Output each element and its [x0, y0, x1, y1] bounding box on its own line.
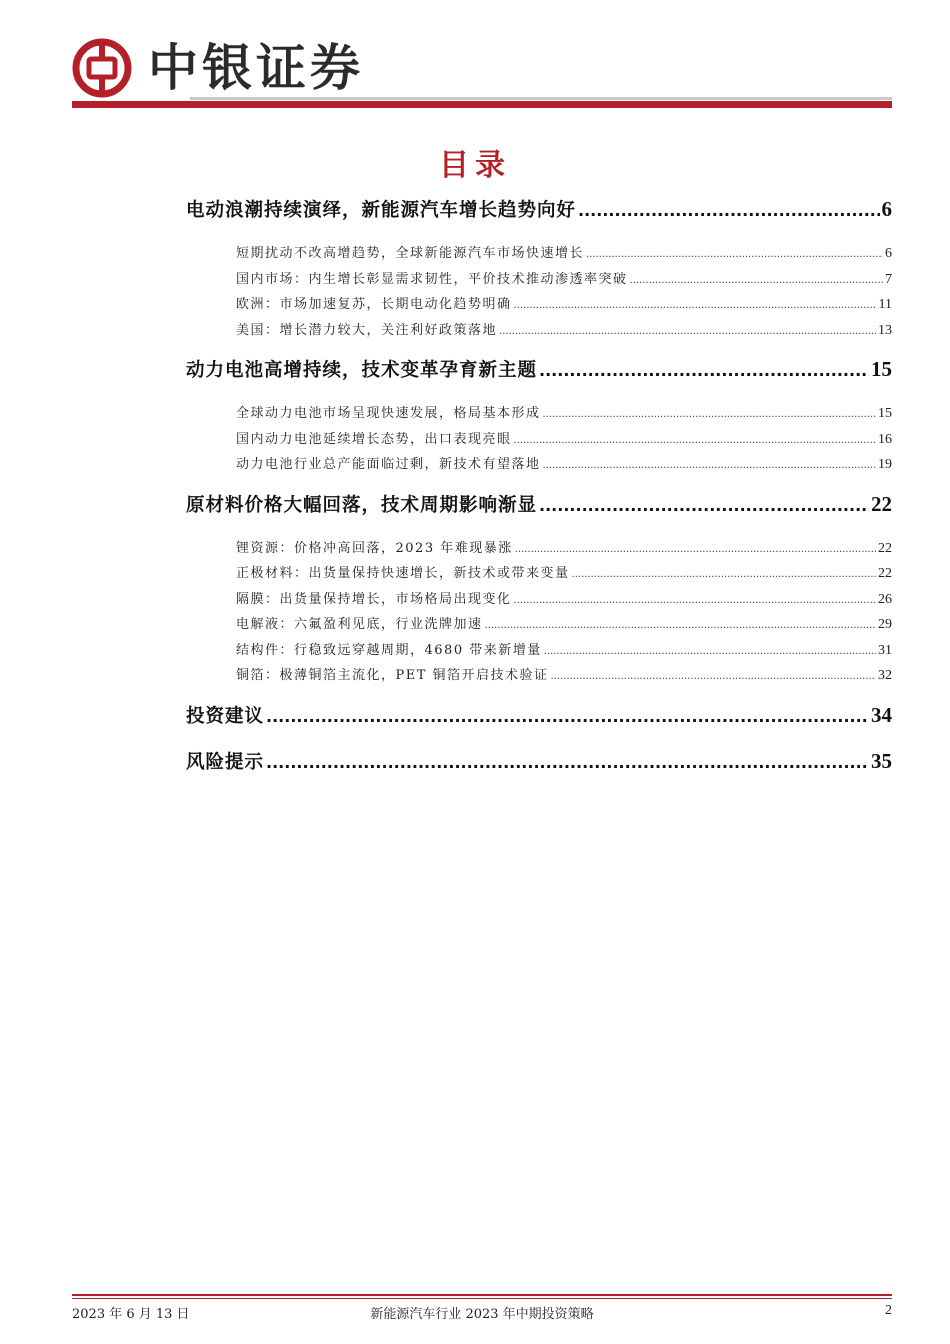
toc-page-number: 19: [878, 457, 892, 472]
toc-page-number: 29: [878, 617, 892, 632]
toc-item[interactable]: [236, 268, 892, 294]
toc-section-2[interactable]: [186, 356, 892, 402]
footer-page-number: 2: [885, 1303, 892, 1318]
toc-page-number: 22: [878, 540, 892, 556]
toc-item[interactable]: [236, 319, 892, 345]
toc-item[interactable]: [236, 428, 892, 454]
toc-leader: [499, 326, 876, 337]
toc-item[interactable]: [236, 664, 892, 690]
toc-item-label: 全球动力电池市场呈现快速发展，格局基本形成: [236, 406, 541, 421]
toc-item-label: 国内市场：内生增长彰显需求韧性，平价技术推动渗透率突破: [236, 271, 628, 287]
toc-page-number: 7: [885, 271, 892, 287]
toc-page-number: 35: [871, 748, 892, 773]
toc-leader: [544, 646, 876, 657]
toc-page-number: 26: [878, 591, 892, 607]
toc-page-number: 6: [881, 197, 892, 221]
toc-leader: [578, 201, 879, 220]
toc-leader: [551, 671, 876, 682]
toc-leader: [515, 544, 876, 555]
toc-item-label: 铜箔：极薄铜箔主流化，PET 铜箔开启技术验证: [236, 668, 549, 683]
toc-page-number: 16: [878, 431, 892, 447]
toc-page-number: 15: [878, 406, 892, 421]
toc-leader: [514, 435, 876, 446]
toc-section-label: 原材料价格大幅回落，技术周期影响渐显: [186, 494, 538, 516]
toc-item[interactable]: [236, 402, 892, 428]
table-of-contents: [186, 196, 892, 794]
toc-item-label: 结构件：行稳致远穿越周期，4680 带来新增量: [236, 642, 542, 658]
toc-section-4[interactable]: [186, 702, 892, 748]
header-rule-grey: [190, 97, 892, 100]
toc-section-label: 投资建议: [186, 705, 265, 727]
toc-section-3[interactable]: [186, 491, 892, 537]
toc-item-label: 隔膜：出货量保持增长，市场格局出现变化: [236, 591, 512, 607]
toc-leader: [572, 569, 876, 580]
toc-page-number: 15: [871, 357, 892, 381]
toc-item-label: 短期扰动不改高增趋势，全球新能源汽车市场快速增长: [236, 246, 585, 261]
toc-section-label: 风险提示: [186, 751, 265, 773]
toc-item[interactable]: [236, 613, 892, 639]
toc-item-label: 动力电池行业总产能面临过剩，新技术有望落地: [236, 457, 541, 472]
toc-item[interactable]: [236, 293, 892, 319]
toc-section-label: 动力电池高增持续，技术变革孕育新主题: [186, 360, 538, 381]
toc-item-label: 欧洲：市场加速复苏，长期电动化趋势明确: [236, 297, 512, 312]
brand-name: 中银证券: [148, 39, 364, 97]
toc-leader: [514, 300, 877, 311]
header-rule: [72, 101, 892, 108]
toc-page-number: 31: [878, 642, 892, 658]
toc-leader: [586, 249, 883, 260]
toc-leader: [539, 361, 869, 380]
toc-item[interactable]: [236, 453, 892, 479]
toc-section-label: 电动浪潮持续演绎，新能源汽车增长趋势向好: [186, 200, 577, 221]
toc-page-number: 6: [885, 246, 892, 261]
toc-page-number: 11: [878, 297, 892, 312]
toc-leader: [543, 409, 876, 420]
footer-date: 2023 年 6 月 13 日: [72, 1307, 190, 1322]
toc-leader: [266, 707, 869, 726]
toc-item[interactable]: [236, 562, 892, 588]
toc-section-5[interactable]: [186, 748, 892, 794]
toc-leader: [485, 620, 876, 631]
toc-page-number: 32: [878, 668, 892, 683]
toc-item[interactable]: [236, 588, 892, 614]
footer-rule: [72, 1294, 892, 1296]
toc-item[interactable]: [236, 242, 892, 268]
toc-page-number: 22: [878, 566, 892, 581]
toc-item-label: 美国：增长潜力较大，关注利好政策落地: [236, 322, 498, 338]
toc-leader: [514, 595, 876, 606]
toc-section-1[interactable]: [186, 196, 892, 242]
toc-item[interactable]: [236, 537, 892, 563]
toc-item[interactable]: [236, 639, 892, 665]
toc-leader: [630, 275, 883, 286]
toc-leader: [266, 753, 869, 772]
toc-item-label: 锂资源：价格冲高回落，2023 年难现暴涨: [236, 540, 513, 556]
page-footer: [72, 1303, 892, 1323]
toc-page-number: 34: [871, 702, 892, 727]
toc-item-label: 国内动力电池延续增长态势，出口表现亮眼: [236, 431, 512, 447]
toc-page-number: 13: [878, 322, 892, 338]
toc-page-number: 22: [871, 491, 892, 516]
toc-leader: [543, 460, 876, 471]
footer-report-title: 新能源汽车行业 2023 年中期投资策略: [370, 1307, 594, 1322]
footer-rule-thin: [72, 1298, 892, 1299]
bank-of-china-logo-icon: [72, 38, 132, 98]
toc-item-label: 正极材料：出货量保持快速增长，新技术或带来变量: [236, 566, 570, 581]
toc-item-label: 电解液：六氟盈利见底，行业洗牌加速: [236, 617, 483, 632]
toc-leader: [539, 496, 869, 515]
toc-title: 目录: [439, 148, 511, 183]
